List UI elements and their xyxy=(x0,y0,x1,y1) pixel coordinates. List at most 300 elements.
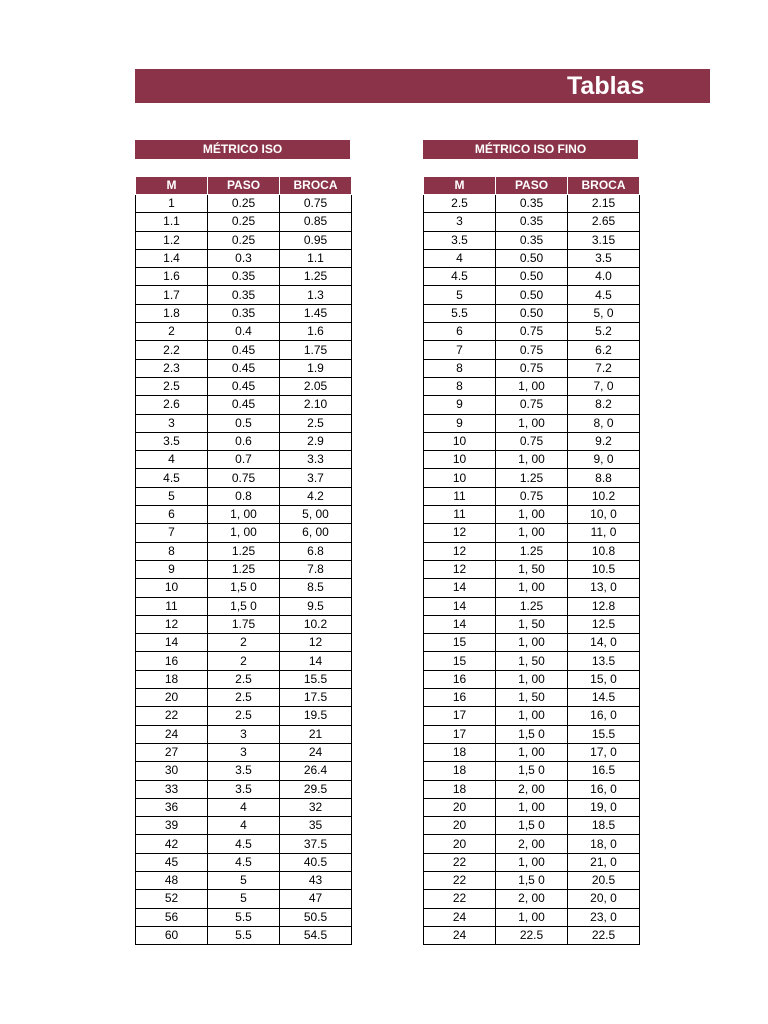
table-row xyxy=(136,908,352,926)
cell-broca: 15, 0 xyxy=(568,670,640,688)
cell-m: 11 xyxy=(424,487,496,505)
cell-broca: 18, 0 xyxy=(568,835,640,853)
cell-paso: 0.75 xyxy=(496,341,568,359)
cell-paso: 1, 00 xyxy=(496,414,568,432)
cell-paso: 1, 50 xyxy=(496,652,568,670)
table-row xyxy=(136,524,352,542)
cell-broca: 10.2 xyxy=(568,487,640,505)
cell-paso: 0.75 xyxy=(496,323,568,341)
cell-paso: 1, 00 xyxy=(496,707,568,725)
table-row xyxy=(424,689,640,707)
cell-m: 5.5 xyxy=(424,304,496,322)
cell-m: 2.6 xyxy=(136,396,208,414)
cell-paso: 1,5 0 xyxy=(496,725,568,743)
cell-broca: 15.5 xyxy=(568,725,640,743)
cell-broca: 10, 0 xyxy=(568,506,640,524)
cell-paso: 1, 50 xyxy=(496,560,568,578)
cell-m: 2.5 xyxy=(136,377,208,395)
cell-paso: 1, 00 xyxy=(496,451,568,469)
table-row xyxy=(136,926,352,944)
cell-m: 33 xyxy=(136,780,208,798)
cell-paso: 5.5 xyxy=(208,926,280,944)
cell-paso: 0.35 xyxy=(208,286,280,304)
cell-paso: 0.75 xyxy=(496,432,568,450)
cell-broca: 7.8 xyxy=(280,560,352,578)
cell-m: 14 xyxy=(136,634,208,652)
cell-paso: 1.25 xyxy=(496,469,568,487)
cell-m: 5 xyxy=(424,286,496,304)
table-row xyxy=(136,432,352,450)
cell-broca: 8.5 xyxy=(280,579,352,597)
table-row xyxy=(424,871,640,889)
cell-broca: 0.85 xyxy=(280,213,352,231)
cell-m: 2.2 xyxy=(136,341,208,359)
cell-m: 24 xyxy=(424,926,496,944)
cell-paso: 2 xyxy=(208,634,280,652)
cell-broca: 23, 0 xyxy=(568,908,640,926)
table-row xyxy=(424,835,640,853)
cell-broca: 20, 0 xyxy=(568,890,640,908)
cell-m: 3 xyxy=(424,213,496,231)
cell-paso: 1, 00 xyxy=(496,579,568,597)
cell-broca: 8.8 xyxy=(568,469,640,487)
cell-broca: 6.8 xyxy=(280,542,352,560)
table-row xyxy=(424,432,640,450)
table-row xyxy=(136,762,352,780)
cell-broca: 54.5 xyxy=(280,926,352,944)
cell-broca: 1.45 xyxy=(280,304,352,322)
table-row xyxy=(136,414,352,432)
cell-m: 1.7 xyxy=(136,286,208,304)
cell-m: 4 xyxy=(424,249,496,267)
cell-m: 11 xyxy=(424,506,496,524)
cell-broca: 2.5 xyxy=(280,414,352,432)
cell-paso: 4 xyxy=(208,798,280,816)
table-row xyxy=(136,323,352,341)
cell-paso: 1, 00 xyxy=(496,908,568,926)
cell-broca: 13, 0 xyxy=(568,579,640,597)
cell-broca: 35 xyxy=(280,817,352,835)
column-header-broca: BROCA xyxy=(568,177,640,195)
cell-paso: 0.3 xyxy=(208,249,280,267)
cell-broca: 11, 0 xyxy=(568,524,640,542)
cell-broca: 16, 0 xyxy=(568,780,640,798)
cell-broca: 7.2 xyxy=(568,359,640,377)
cell-m: 7 xyxy=(424,341,496,359)
cell-m: 2 xyxy=(136,323,208,341)
table-row xyxy=(424,231,640,249)
cell-paso: 1, 00 xyxy=(496,743,568,761)
table-row xyxy=(136,341,352,359)
cell-broca: 3.7 xyxy=(280,469,352,487)
cell-broca: 3.3 xyxy=(280,451,352,469)
cell-m: 12 xyxy=(424,542,496,560)
cell-m: 52 xyxy=(136,890,208,908)
cell-broca: 7, 0 xyxy=(568,377,640,395)
cell-paso: 2.5 xyxy=(208,707,280,725)
cell-m: 2.3 xyxy=(136,359,208,377)
cell-m: 1.8 xyxy=(136,304,208,322)
cell-broca: 1.1 xyxy=(280,249,352,267)
cell-paso: 0.75 xyxy=(208,469,280,487)
cell-paso: 1, 50 xyxy=(496,615,568,633)
cell-paso: 0.5 xyxy=(208,414,280,432)
cell-broca: 26.4 xyxy=(280,762,352,780)
table-row xyxy=(424,359,640,377)
table-row xyxy=(424,506,640,524)
cell-broca: 1.75 xyxy=(280,341,352,359)
table-row xyxy=(424,451,640,469)
cell-m: 1.2 xyxy=(136,231,208,249)
cell-m: 39 xyxy=(136,817,208,835)
cell-broca: 9.2 xyxy=(568,432,640,450)
cell-m: 48 xyxy=(136,871,208,889)
table-row xyxy=(424,743,640,761)
table-row xyxy=(136,579,352,597)
cell-m: 12 xyxy=(136,615,208,633)
cell-broca: 1.3 xyxy=(280,286,352,304)
cell-m: 60 xyxy=(136,926,208,944)
table-row xyxy=(136,359,352,377)
table-row xyxy=(136,451,352,469)
cell-m: 1 xyxy=(136,195,208,213)
cell-broca: 14.5 xyxy=(568,689,640,707)
cell-m: 20 xyxy=(136,689,208,707)
cell-paso: 1, 50 xyxy=(496,689,568,707)
cell-broca: 10.2 xyxy=(280,615,352,633)
table-row xyxy=(136,195,352,213)
cell-broca: 3.5 xyxy=(568,249,640,267)
table-row xyxy=(424,487,640,505)
cell-broca: 50.5 xyxy=(280,908,352,926)
cell-broca: 29.5 xyxy=(280,780,352,798)
table-row xyxy=(424,652,640,670)
cell-paso: 1.25 xyxy=(496,542,568,560)
cell-m: 17 xyxy=(424,725,496,743)
table-row xyxy=(136,268,352,286)
table-row xyxy=(424,213,640,231)
cell-paso: 0.75 xyxy=(496,487,568,505)
cell-paso: 3 xyxy=(208,725,280,743)
cell-paso: 1, 00 xyxy=(496,634,568,652)
cell-broca: 18.5 xyxy=(568,817,640,835)
table-row xyxy=(136,835,352,853)
table-row xyxy=(424,762,640,780)
cell-paso: 2, 00 xyxy=(496,835,568,853)
cell-m: 17 xyxy=(424,707,496,725)
cell-broca: 17, 0 xyxy=(568,743,640,761)
cell-paso: 0.35 xyxy=(496,231,568,249)
table-row xyxy=(424,249,640,267)
table-row xyxy=(136,597,352,615)
cell-m: 18 xyxy=(424,762,496,780)
cell-broca: 43 xyxy=(280,871,352,889)
column-header-paso: PASO xyxy=(496,177,568,195)
cell-broca: 22.5 xyxy=(568,926,640,944)
cell-broca: 40.5 xyxy=(280,853,352,871)
table-row xyxy=(424,469,640,487)
table-row xyxy=(424,304,640,322)
cell-m: 10 xyxy=(424,451,496,469)
table-row xyxy=(424,890,640,908)
table-row xyxy=(424,926,640,944)
cell-m: 10 xyxy=(424,469,496,487)
cell-paso: 5.5 xyxy=(208,908,280,926)
cell-broca: 32 xyxy=(280,798,352,816)
cell-m: 4.5 xyxy=(136,469,208,487)
metrico-iso-header: MÉTRICO ISO xyxy=(135,140,350,159)
cell-paso: 4.5 xyxy=(208,853,280,871)
cell-m: 5 xyxy=(136,487,208,505)
column-header-paso: PASO xyxy=(208,177,280,195)
table-row xyxy=(424,908,640,926)
table-row xyxy=(424,853,640,871)
cell-broca: 0.95 xyxy=(280,231,352,249)
cell-paso: 1, 00 xyxy=(496,524,568,542)
table-row xyxy=(136,286,352,304)
cell-broca: 9, 0 xyxy=(568,451,640,469)
cell-broca: 2.05 xyxy=(280,377,352,395)
table-row xyxy=(424,396,640,414)
cell-paso: 1,5 0 xyxy=(496,817,568,835)
cell-paso: 1, 00 xyxy=(208,524,280,542)
cell-paso: 0.4 xyxy=(208,323,280,341)
cell-paso: 0.25 xyxy=(208,195,280,213)
table-row xyxy=(424,323,640,341)
table-row xyxy=(136,634,352,652)
table-row xyxy=(424,268,640,286)
metrico-iso-table xyxy=(135,176,352,945)
cell-m: 9 xyxy=(424,414,496,432)
cell-m: 1.4 xyxy=(136,249,208,267)
cell-broca: 12 xyxy=(280,634,352,652)
table-row xyxy=(136,853,352,871)
cell-broca: 16, 0 xyxy=(568,707,640,725)
cell-broca: 47 xyxy=(280,890,352,908)
cell-paso: 2.5 xyxy=(208,670,280,688)
table-row xyxy=(136,652,352,670)
cell-m: 1.1 xyxy=(136,213,208,231)
cell-paso: 0.7 xyxy=(208,451,280,469)
cell-paso: 5 xyxy=(208,871,280,889)
table-row xyxy=(424,286,640,304)
cell-paso: 5 xyxy=(208,890,280,908)
table-row xyxy=(424,341,640,359)
cell-paso: 0.25 xyxy=(208,231,280,249)
cell-broca: 21 xyxy=(280,725,352,743)
cell-paso: 1,5 0 xyxy=(496,762,568,780)
cell-paso: 1,5 0 xyxy=(208,597,280,615)
cell-paso: 0.75 xyxy=(496,396,568,414)
cell-broca: 8.2 xyxy=(568,396,640,414)
cell-m: 30 xyxy=(136,762,208,780)
table-row xyxy=(136,469,352,487)
cell-paso: 2 xyxy=(208,652,280,670)
cell-broca: 2.65 xyxy=(568,213,640,231)
cell-paso: 0.45 xyxy=(208,359,280,377)
table-row xyxy=(136,615,352,633)
table-row xyxy=(136,670,352,688)
table-row xyxy=(136,871,352,889)
table-row xyxy=(136,743,352,761)
cell-broca: 20.5 xyxy=(568,871,640,889)
cell-paso: 1,5 0 xyxy=(496,871,568,889)
cell-paso: 0.50 xyxy=(496,249,568,267)
cell-broca: 2.9 xyxy=(280,432,352,450)
cell-m: 4.5 xyxy=(424,268,496,286)
title-banner xyxy=(135,69,710,103)
cell-m: 8 xyxy=(136,542,208,560)
cell-paso: 1.75 xyxy=(208,615,280,633)
cell-m: 56 xyxy=(136,908,208,926)
cell-broca: 19.5 xyxy=(280,707,352,725)
cell-paso: 22.5 xyxy=(496,926,568,944)
cell-m: 8 xyxy=(424,377,496,395)
cell-m: 12 xyxy=(424,560,496,578)
cell-broca: 2.15 xyxy=(568,195,640,213)
cell-paso: 1, 00 xyxy=(496,506,568,524)
table-row xyxy=(136,542,352,560)
table-row xyxy=(424,725,640,743)
cell-broca: 4.2 xyxy=(280,487,352,505)
cell-m: 15 xyxy=(424,634,496,652)
cell-broca: 12.5 xyxy=(568,615,640,633)
cell-broca: 10.8 xyxy=(568,542,640,560)
cell-m: 8 xyxy=(424,359,496,377)
table-row xyxy=(136,890,352,908)
cell-m: 10 xyxy=(424,432,496,450)
cell-m: 24 xyxy=(424,908,496,926)
table-row xyxy=(136,560,352,578)
table-row xyxy=(136,304,352,322)
cell-broca: 15.5 xyxy=(280,670,352,688)
cell-m: 24 xyxy=(136,725,208,743)
cell-broca: 8, 0 xyxy=(568,414,640,432)
table-row xyxy=(136,707,352,725)
cell-m: 20 xyxy=(424,835,496,853)
table-row xyxy=(424,817,640,835)
column-header-m: M xyxy=(136,177,208,195)
cell-paso: 1,5 0 xyxy=(208,579,280,597)
cell-paso: 3.5 xyxy=(208,762,280,780)
table-row xyxy=(424,597,640,615)
cell-m: 3.5 xyxy=(136,432,208,450)
cell-m: 14 xyxy=(424,597,496,615)
cell-m: 22 xyxy=(136,707,208,725)
cell-broca: 2.10 xyxy=(280,396,352,414)
table-header-row xyxy=(136,177,352,195)
cell-paso: 0.75 xyxy=(496,359,568,377)
cell-paso: 3.5 xyxy=(208,780,280,798)
cell-m: 22 xyxy=(424,853,496,871)
cell-broca: 3.15 xyxy=(568,231,640,249)
table-row xyxy=(424,560,640,578)
column-header-broca: BROCA xyxy=(280,177,352,195)
cell-paso: 2.5 xyxy=(208,689,280,707)
cell-paso: 2, 00 xyxy=(496,890,568,908)
cell-m: 18 xyxy=(424,743,496,761)
cell-paso: 0.50 xyxy=(496,304,568,322)
table-row xyxy=(424,798,640,816)
cell-broca: 13.5 xyxy=(568,652,640,670)
cell-broca: 21, 0 xyxy=(568,853,640,871)
cell-paso: 1, 00 xyxy=(496,798,568,816)
cell-broca: 4.0 xyxy=(568,268,640,286)
table-row xyxy=(136,506,352,524)
table-row xyxy=(136,377,352,395)
cell-m: 3 xyxy=(136,414,208,432)
cell-m: 22 xyxy=(424,890,496,908)
table-row xyxy=(424,670,640,688)
table-row xyxy=(136,213,352,231)
page-title: Tablas xyxy=(567,72,645,100)
cell-paso: 0.35 xyxy=(208,304,280,322)
cell-paso: 0.6 xyxy=(208,432,280,450)
cell-paso: 1, 00 xyxy=(496,670,568,688)
cell-broca: 24 xyxy=(280,743,352,761)
cell-paso: 0.35 xyxy=(208,268,280,286)
cell-paso: 1.25 xyxy=(208,542,280,560)
cell-broca: 6, 00 xyxy=(280,524,352,542)
cell-broca: 1.6 xyxy=(280,323,352,341)
cell-m: 16 xyxy=(424,689,496,707)
cell-m: 22 xyxy=(424,871,496,889)
cell-m: 20 xyxy=(424,798,496,816)
cell-broca: 1.9 xyxy=(280,359,352,377)
cell-broca: 10.5 xyxy=(568,560,640,578)
table-row xyxy=(424,780,640,798)
cell-m: 9 xyxy=(136,560,208,578)
cell-paso: 0.25 xyxy=(208,213,280,231)
cell-broca: 19, 0 xyxy=(568,798,640,816)
table-row xyxy=(136,396,352,414)
cell-paso: 1.25 xyxy=(496,597,568,615)
cell-m: 12 xyxy=(424,524,496,542)
table-row xyxy=(424,707,640,725)
cell-paso: 0.35 xyxy=(496,195,568,213)
cell-m: 9 xyxy=(424,396,496,414)
table-row xyxy=(136,487,352,505)
cell-m: 2.5 xyxy=(424,195,496,213)
cell-broca: 17.5 xyxy=(280,689,352,707)
cell-paso: 4 xyxy=(208,817,280,835)
cell-m: 36 xyxy=(136,798,208,816)
cell-paso: 0.45 xyxy=(208,341,280,359)
cell-paso: 2, 00 xyxy=(496,780,568,798)
cell-paso: 0.50 xyxy=(496,286,568,304)
cell-m: 18 xyxy=(136,670,208,688)
cell-m: 6 xyxy=(424,323,496,341)
table-row xyxy=(424,414,640,432)
cell-broca: 4.5 xyxy=(568,286,640,304)
cell-paso: 0.45 xyxy=(208,377,280,395)
cell-m: 18 xyxy=(424,780,496,798)
cell-m: 16 xyxy=(424,670,496,688)
cell-m: 45 xyxy=(136,853,208,871)
cell-m: 7 xyxy=(136,524,208,542)
cell-paso: 4.5 xyxy=(208,835,280,853)
cell-broca: 37.5 xyxy=(280,835,352,853)
cell-m: 42 xyxy=(136,835,208,853)
cell-broca: 16.5 xyxy=(568,762,640,780)
table-row xyxy=(424,615,640,633)
table-row xyxy=(136,817,352,835)
cell-m: 10 xyxy=(136,579,208,597)
table-header-row xyxy=(424,177,640,195)
cell-paso: 0.50 xyxy=(496,268,568,286)
cell-m: 3.5 xyxy=(424,231,496,249)
cell-broca: 14 xyxy=(280,652,352,670)
